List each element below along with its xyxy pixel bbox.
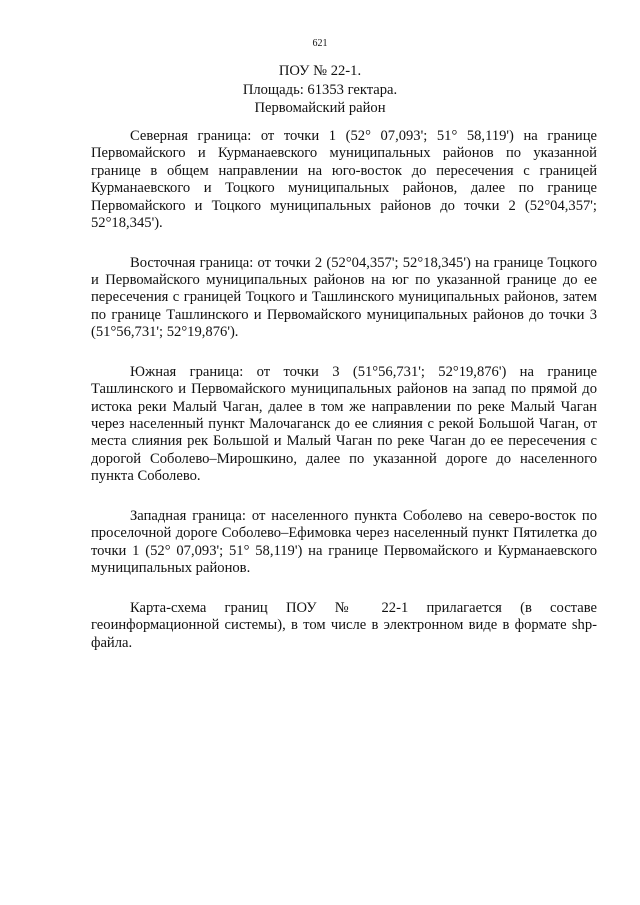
page-number: 621 xyxy=(312,38,328,49)
document-header xyxy=(0,62,640,118)
document-body xyxy=(91,128,597,674)
header-district: Первомайский район xyxy=(254,100,386,116)
east-boundary-paragraph: Восточная граница: от точки 2 (52°04,357'; 52°18,345') на границе Тоцкого и Первомайского муниципальных районов на юг по указанной границе до ее пересечения с границей Тоцкого и Ташлинского муниципальных районов, затем по границе Ташлинского и Первомайского муниципальных районов до точки 3 (51°56,731'; 52°19,876'). xyxy=(91,254,597,341)
header-title: ПОУ № 22-1. xyxy=(278,63,362,79)
south-boundary-paragraph: Южная граница: от точки 3 (51°56,731'; 52°19,876') на границе Ташлинского и Первомайского муниципальных районов на запад по прямой до истока реки Малый Чаган, далее в том же направлении по реке Малый Чаган через населенный пункт Малочаганск до ее слияния с рекой Большой Чаган, от места слияния рек Большой и Малый Чаган по реке Чаган до ее пересечения с дорогой Соболево–Мирошкино, далее по указанной дороге до населенного пункта Соболево. xyxy=(91,363,597,485)
map-scheme-paragraph: Карта-схема границ ПОУ № 22-1 прилагается (в составе геоинформационной системы), в том числе в электронном виде в формате shp-файла. xyxy=(91,599,597,651)
west-boundary-paragraph: Западная граница: от населенного пункта Соболево на северо-восток по проселочной дороге Соболево–Ефимовка через населенный пункт Пятилетка до точки 1 (52° 07,093'; 51° 58,119') на границе Первомайского и Курманаевского муниципальных районов. xyxy=(91,507,597,577)
header-area: Площадь: 61353 гектара. xyxy=(242,81,398,98)
north-boundary-paragraph: Северная граница: от точки 1 (52° 07,093'; 51° 58,119') на границе Первомайского и Курманаевского муниципальных районов по указанной границе в общем направлении на юго-восток до пересечения с границей Курманаевского и Тоцкого муниципальных районов, далее по границе Первомайского и Тоцкого муниципальных районов до точки 2 (52°04,357'; 52°18,345'). xyxy=(91,128,597,232)
